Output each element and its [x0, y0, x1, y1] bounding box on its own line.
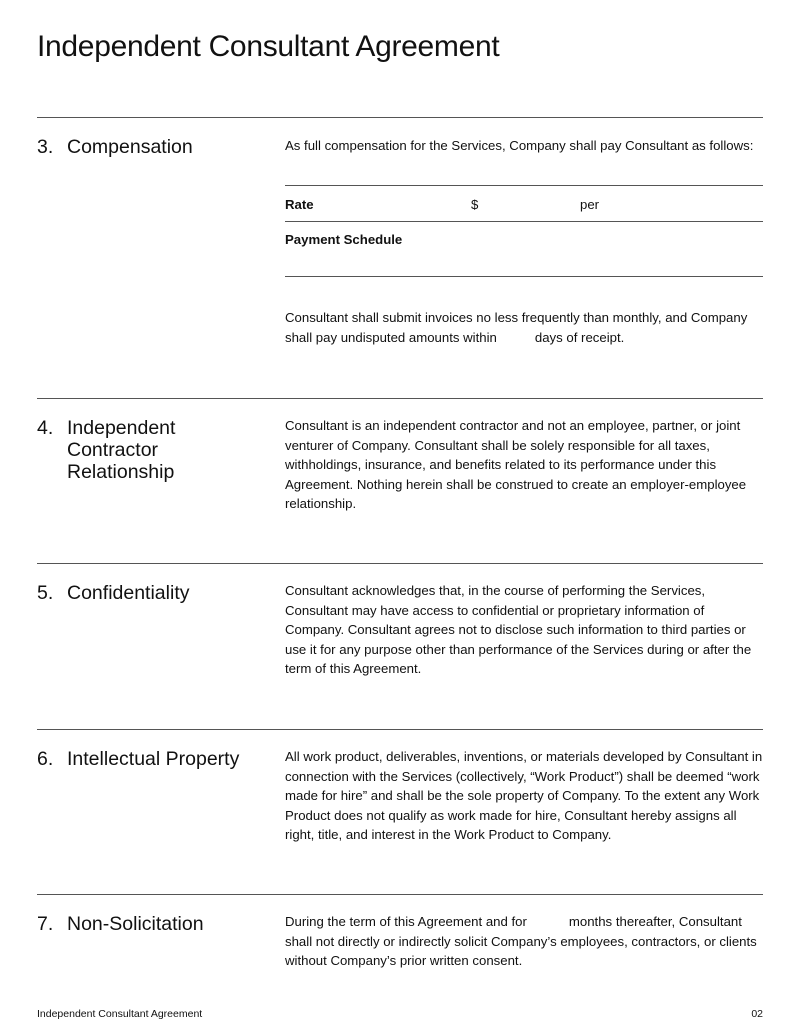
- page-number: 02: [751, 1008, 763, 1020]
- rate-label: Rate: [285, 197, 314, 212]
- table-bottom-rule: [285, 276, 763, 277]
- section-heading: Intellectual Property: [67, 748, 240, 770]
- section-confidentiality: [37, 563, 763, 677]
- section-number: 4.: [37, 417, 54, 439]
- section-non-solicitation: [37, 894, 763, 969]
- footer-title: Independent Consultant Agreement: [37, 1008, 203, 1020]
- section-compensation: [37, 117, 763, 345]
- section-independent-contractor: [37, 398, 763, 512]
- section-number: 5.: [37, 582, 54, 604]
- invoice-text: Consultant shall submit invoices no less frequently than monthly, and Company shall pay undisputed amounts within: [285, 310, 748, 345]
- section-heading: Confidentiality: [67, 582, 190, 604]
- compensation-table: [285, 185, 763, 277]
- invoice-text-end: days of receipt.: [534, 329, 625, 345]
- section-intellectual-property: [37, 729, 763, 843]
- payment-schedule-row: [285, 221, 763, 276]
- currency-symbol: $: [471, 197, 479, 212]
- section-number: 3.: [37, 136, 54, 158]
- section-number: 7.: [37, 913, 54, 935]
- section-text: Consultant is an independent contractor and not an employee, partner, or joint venturer of Company. Consultant shall be solely responsible for all taxes, withholdings, insurance, and benefits related to its performance under this Agreement. Nothing herein shall be construed to create an employer-employee relationship.: [285, 418, 747, 512]
- section-text-end: months thereafter, Consultant shall not directly or indirectly solicit Company’s employees, contractors, or clients without Company’s prior written consent.: [285, 914, 757, 969]
- section-number: 6.: [37, 748, 54, 770]
- section-text: [285, 912, 765, 971]
- invoice-terms: [285, 308, 765, 347]
- section-text: Consultant acknowledges that, in the course of performing the Services, Consultant may have access to confidential or proprietary information of Company. Consultant agrees not to disclose such information to third parties or use it for any purpose other than performance of the Services during or after the term of this Agreement.: [285, 583, 752, 677]
- page-title: Independent Consultant Agreement: [37, 30, 500, 63]
- section-text: All work product, deliverables, inventions, or materials developed by Consultant in connection with the Services (collectively, “Work Product”) shall be deemed “work made for hire” and shall be the sole property of Company. To the extent any Work Product does not qualify as work made for hire, Consultant hereby assigns all right, title, and interest in the Work Product to Company.: [285, 749, 763, 843]
- rate-row: [285, 185, 763, 221]
- section-heading: Compensation: [67, 136, 193, 158]
- section-text-start: During the term of this Agreement and for: [285, 914, 527, 929]
- per-label: per: [580, 197, 600, 212]
- section-heading: Independent Contractor Relationship: [67, 417, 176, 483]
- payment-schedule-label: Payment Schedule: [285, 232, 403, 247]
- section-intro: As full compensation for the Services, Company shall pay Consultant as follows:: [285, 138, 754, 153]
- section-heading: Non-Solicitation: [67, 913, 204, 935]
